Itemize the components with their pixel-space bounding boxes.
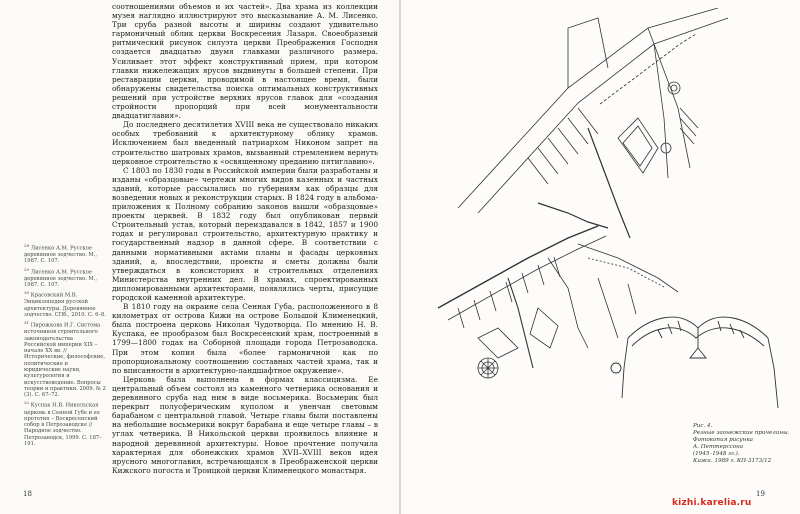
- caption-line: (1945–1948 гг.).: [693, 451, 740, 457]
- paragraph: До последнего десятилетия XVIII века не существовало никаких особых требований к архитектурному облику храмов. Исключением был введенный патриархом Никоном запрет на строительство шатровых храмов, вызванный стремлением вернуть церковное строительство к «освященному преданию пятиглавию».: [112, 120, 378, 166]
- footnote-text: Куспак Н.В. Никольская церковь в Сенной Губе и ее прототип – Воскресенский собор в Петрозаводске // Народное зодчество. Петрозаводск, 1999. С. 187–191.: [24, 403, 102, 447]
- carved-bargeboards-drawing: [418, 8, 790, 488]
- paragraph: В 1810 году на окраине села Сенная Губа, расположенного в 8 километрах от острова Кижи на острове Большой Клименецкий, была построена церковь Николая Чудотворца. По мнению Н. В. Куспака, ее прообразом был Воскресенский храм, построенный в 1799—1800 годах на Соборной площади города Петрозаводска. При этом копия была «более гармоничной как по пропорциональному соотношению составных частей храма, так и по вписанности в архитектурно-ландшафтное окружение».: [112, 302, 378, 375]
- caption-line: Рис. 4.: [693, 423, 713, 429]
- footnote-text: Красовский М.В. Энциклопедия русской архитектуры. Деревянное зодчество. СПб., 2010. С. 6–8.: [24, 292, 106, 318]
- footnote: [24, 267, 106, 289]
- paragraph: соотношениями объемов и их частей». Два храма из коллекции музея наглядно иллюстрируют это высказывание А. М. Лисенко. Три сруба разной высоты и ширины создают удивительно гармоничный облик церкви Воскресения Лазаря. Своеобразный ритмический рисунок силуэта церкви Преображения Господня создается двадцатью двумя главками различного размера. Усиливает этот эффект конструктивный прием, при котором главки нижележащих ярусов выдвинуты в большей степени. При реставрации церкви, проводимой в настоящее время, были обнаружены свидетельства поиска оптимальных конструктивных решений при устройстве верхних ярусов главок для «создания стройности пропорций при всей монументальности двадцатиглавия».: [112, 2, 378, 121]
- footnote-number: 31: [24, 320, 30, 326]
- footnote-text: Лисенко А.М. Русское деревянное зодчество. М., 1987. С. 107.: [24, 245, 97, 265]
- caption-line: Кижи. 1989 г. КП-3173/12: [693, 458, 772, 464]
- footnote-number: 28: [24, 243, 30, 248]
- footnote-number: 32: [24, 400, 30, 406]
- caption-line: Резные заонежские причелины.: [693, 430, 790, 436]
- left-page: [0, 0, 399, 514]
- footnote: [24, 320, 106, 398]
- footnote: [24, 400, 106, 447]
- site-watermark: kizhi.karelia.ru: [672, 498, 752, 508]
- page-number-left: 18: [23, 490, 32, 498]
- footnote-number: 30: [24, 290, 30, 296]
- caption-line: А. Петтерссона: [693, 444, 744, 450]
- page-number-right: 19: [756, 490, 765, 498]
- figure-caption: [693, 423, 791, 465]
- footnote-number: 29: [24, 266, 30, 272]
- middle-carving: [438, 226, 678, 378]
- footnote-text: Лисенко А.М. Русское деревянное зодчество. М., 1987. С. 107.: [24, 269, 97, 288]
- top-carving: [458, 8, 728, 238]
- footnotes-column: [24, 243, 106, 449]
- footnote-text: Пирожкова И.Г. Система источников строительного законодательства Российской империи XIX – начале XX вв. // Исторические, философские, политические и юридические науки, культурология и искусствоведение. Вопросы теории и практики. 2009. № 2 (3). С. 67–72.: [24, 322, 106, 399]
- bottom-arch-carving: [611, 317, 778, 408]
- paragraph: С 1803 по 1830 годы в Российской империи были разработаны и изданы «образцовые» чертежи многих видов казенных и частных зданий, которые рассылались по губерниям как образцы для возведения новых и реконструкции старых. В 1824 году в альбома-приложения к Полному собранию законов вышли «образцовые» проекты церквей. В 1832 году был опубликован первый Строительный устав, который переиздавался в 1842, 1857 и 1900 годах и регулировал строительство, архитектурную практику и государственный надзор в данной сфере. В соответствии с данными нормативными актами планы и фасады церковных зданий, а, впоследствии, проекты и сметы должны были утверждаться в консисториях и строительных отделениях Министерства внутренних дел. В храмах, спроектированных дипломированными архитекторами, появлялись черты, присущие городской каменной архитектуре.: [112, 165, 378, 302]
- paragraph: Церковь была выполнена в формах классицизма. Ее центральный объем состоял из каменного четверика основания и деревянного сруба над ним в виде восьмерика. Восьмерик был перекрыт полусферическим куполом и увенчан световым барабаном с центральной главой. Четыре главы были поставлены на небольшие восьмерики вокруг барабана и еще четыре главы – в углах четверика. В Никольской церкви проявилось влияние и народной деревянной архитектуры. Новое прочтение получила характерная для обонежских храмов XVII–XVIII веков идея ярусного многоглавия, встречающаяся в Преображенской церкви Кижского погоста и Троицкой церкви Клименецкого монастыря.: [112, 374, 378, 475]
- main-text: [112, 2, 378, 475]
- footnote: [24, 243, 106, 265]
- footnote: [24, 290, 106, 318]
- caption-line: Фотокопия рисунка: [693, 437, 753, 443]
